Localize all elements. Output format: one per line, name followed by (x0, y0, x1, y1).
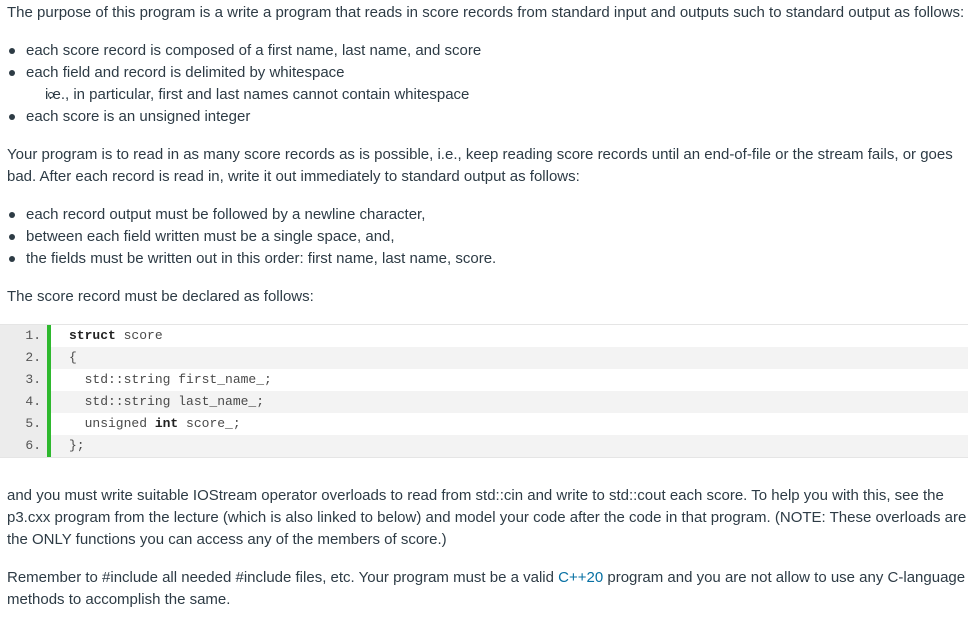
list-item: each record output must be followed by a newline character, (7, 204, 968, 226)
line-number: 3. (0, 369, 47, 391)
line-number: 6. (0, 435, 47, 457)
list-item: each score record is composed of a first name, last name, and score (7, 40, 968, 62)
output-format-list (7, 204, 968, 270)
sub-list-item: i.e., in particular, first and last names cannot contain whitespace (26, 84, 968, 106)
code-text (51, 325, 163, 347)
document-body (0, 0, 975, 308)
code-keyword: struct (69, 328, 116, 343)
include-text: Remember to #include all needed #include files, etc. Your program must be a valid (7, 569, 559, 586)
code-token: score_; (178, 416, 241, 431)
line-number: 5. (0, 413, 47, 435)
code-block (0, 324, 968, 458)
code-text: std::string first_name_; (69, 372, 272, 387)
code-line (0, 369, 968, 391)
code-line (0, 325, 968, 347)
intro-paragraph: The purpose of this program is a write a program that reads in score records from standard input and outputs such to standard output as follows: (7, 4, 965, 21)
code-text: }; (69, 438, 85, 453)
list-item-text: each field and record is delimited by whitespace (26, 64, 345, 81)
list-item: the fields must be written out in this order: first name, last name, score. (7, 248, 968, 270)
sub-list (26, 84, 968, 106)
list-item: between each field written must be a single space, and, (7, 226, 968, 248)
declaration-intro-paragraph: The score record must be declared as follows: (7, 288, 314, 305)
overloads-paragraph: and you must write suitable IOStream operator overloads to read from std::cin and write to std::cout each score. To help you with this, see the p3.cxx program from the lecture (which is also linked to below) and model your code after the code in that program. (NOTE: These overloads are the ONLY functions you can access any of the members of score.) (7, 487, 967, 548)
code-token: score (115, 328, 163, 343)
line-number: 4. (0, 391, 47, 413)
code-text: std::string last_name_; (69, 394, 265, 409)
code-line (0, 347, 968, 369)
code-text: { (69, 350, 77, 365)
code-text (51, 413, 241, 435)
code-line (0, 413, 968, 435)
list-item: each score is an unsigned integer (7, 106, 968, 128)
cpp20-link[interactable]: C++20 (558, 569, 604, 586)
include-text-end: program and you are not allow to use any C-language methods to accomplish the same. (7, 569, 966, 608)
include-paragraph (7, 567, 968, 611)
record-format-list (7, 40, 968, 128)
code-keyword: int (154, 416, 179, 431)
code-line (0, 435, 968, 457)
code-token: unsigned (69, 416, 155, 431)
line-number: 2. (0, 347, 47, 369)
read-instructions-paragraph: Your program is to read in as many score records as is possible, i.e., keep reading score records until an end-of-file or the stream fails, or goes bad. After each record is read in, write it out immediately to standard output as follows: (7, 146, 953, 185)
line-number: 1. (0, 325, 47, 347)
list-item (7, 62, 968, 106)
document-body-continued (0, 458, 975, 611)
code-line (0, 391, 968, 413)
